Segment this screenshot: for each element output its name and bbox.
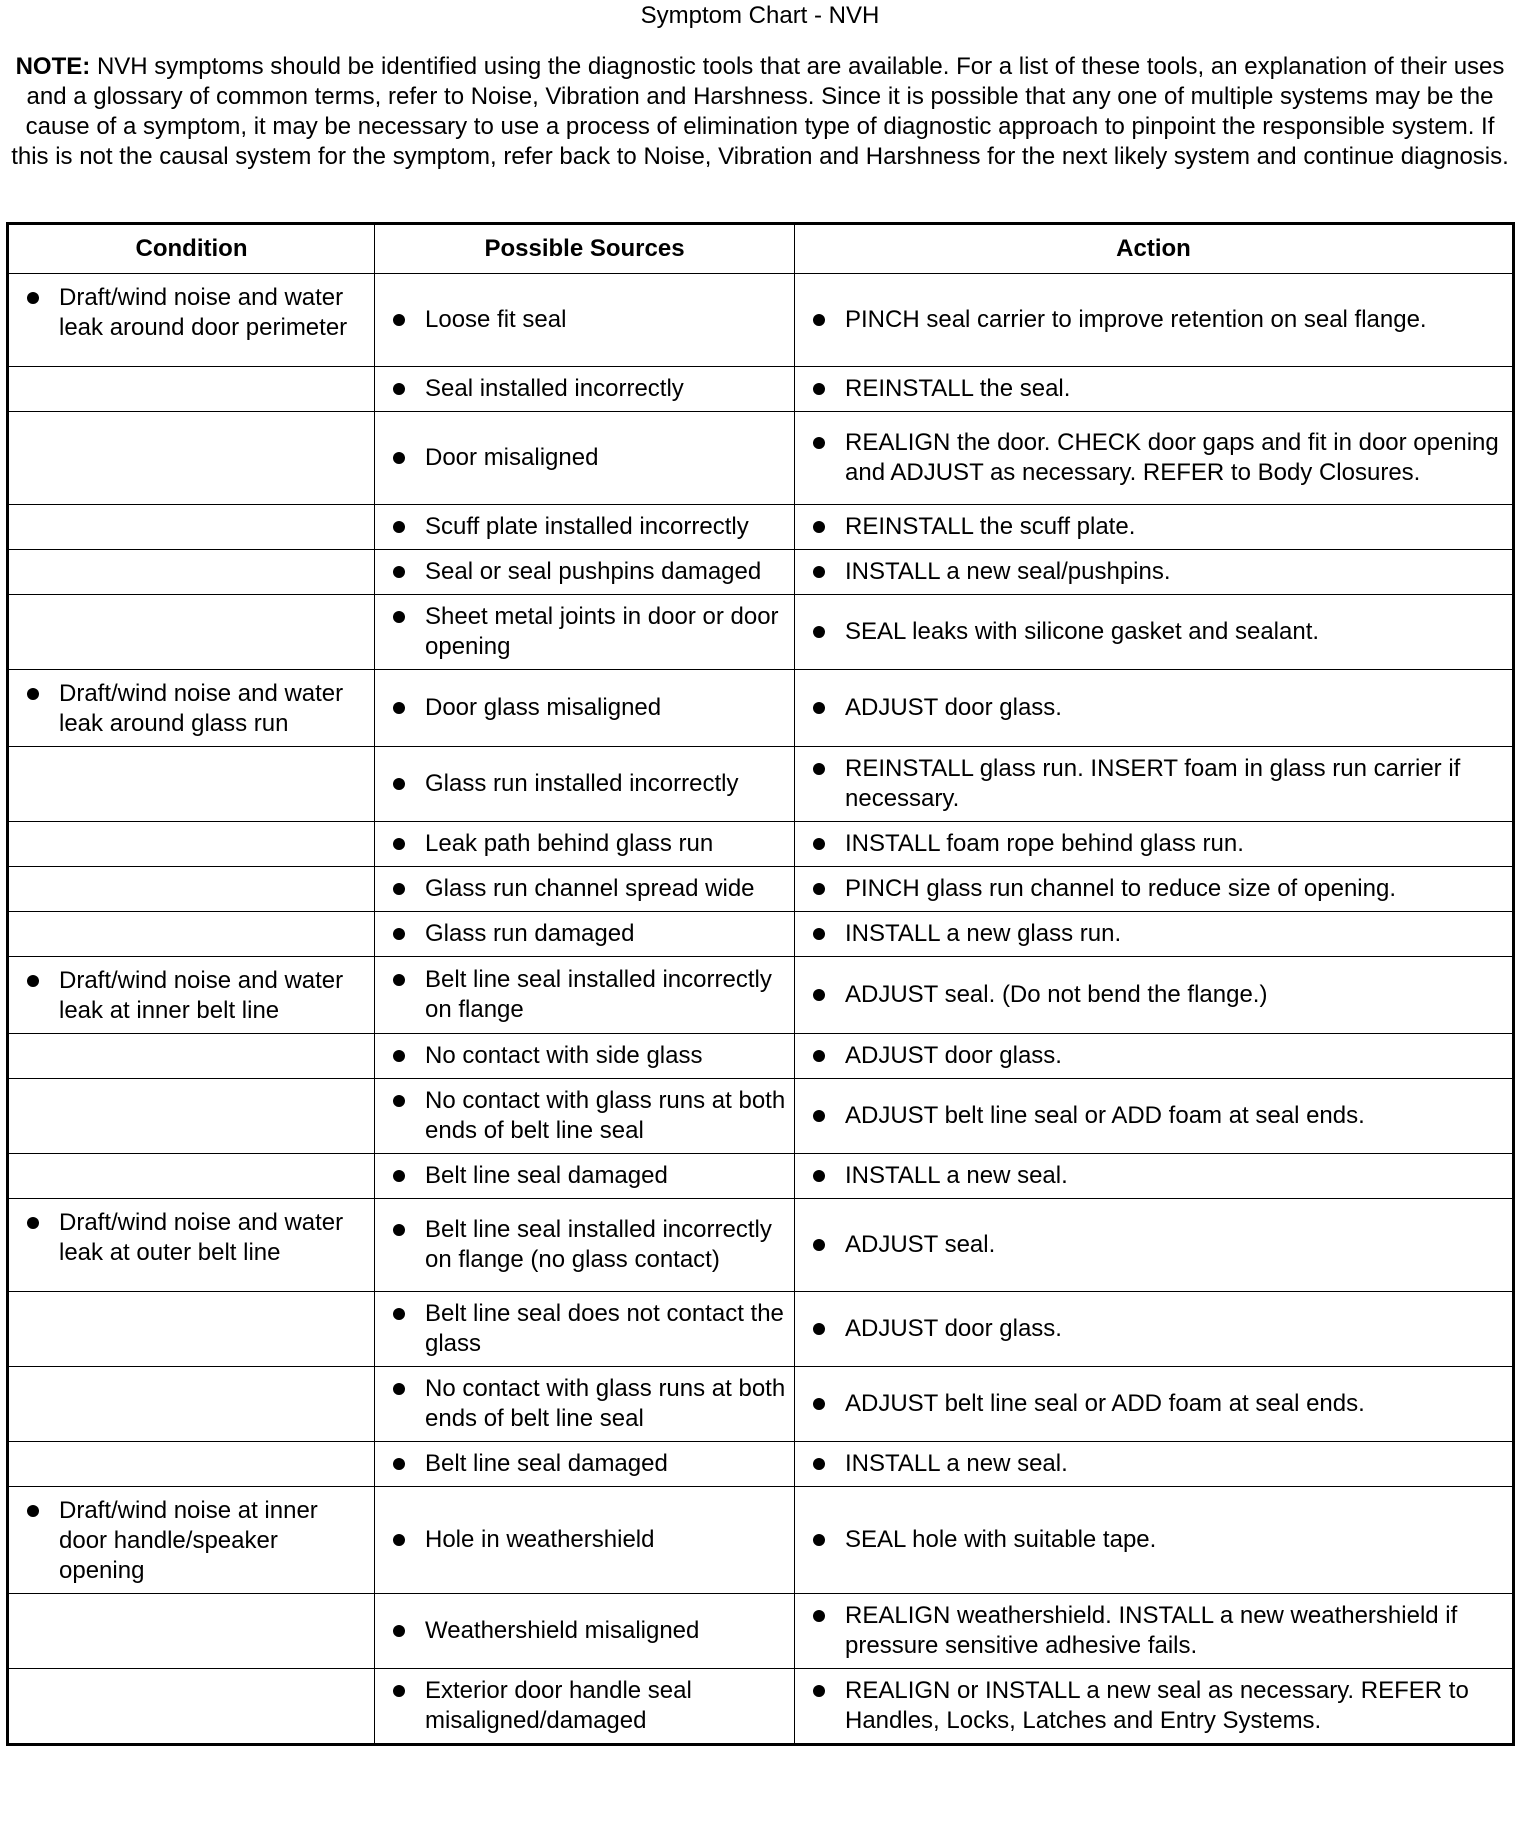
- condition-cell: [8, 1292, 375, 1367]
- source-cell: [375, 822, 795, 867]
- action-cell: [795, 274, 1514, 367]
- bullet-dot-icon: [813, 1458, 825, 1470]
- bullet-dot-icon: [393, 702, 405, 714]
- action-cell-text: REINSTALL the scuff plate.: [845, 513, 1136, 540]
- bullet-item: [803, 305, 1504, 335]
- bullet-dot-icon: [813, 1323, 825, 1335]
- bullet-dot-icon: [393, 838, 405, 850]
- condition-cell: [8, 912, 375, 957]
- bullet-item: [803, 829, 1504, 859]
- bullet-dot-icon: [813, 838, 825, 850]
- action-cell: [795, 867, 1514, 912]
- bullet-dot-icon: [393, 452, 405, 464]
- bullet-item: [383, 1215, 786, 1275]
- table-row: [8, 367, 1514, 412]
- condition-cell: [8, 1594, 375, 1669]
- table-row: [8, 912, 1514, 957]
- bullet-dot-icon: [393, 314, 405, 326]
- source-cell-text: No contact with glass runs at both ends of belt line seal: [425, 1087, 786, 1144]
- table-row: [8, 274, 1514, 367]
- table-row: [8, 957, 1514, 1034]
- bullet-dot-icon: [393, 1685, 405, 1697]
- source-cell: [375, 1034, 795, 1079]
- source-cell-text: Seal installed incorrectly: [425, 375, 684, 402]
- table-row: [8, 1669, 1514, 1745]
- table-body: [8, 274, 1514, 1745]
- bullet-dot-icon: [813, 437, 825, 449]
- condition-cell: [8, 505, 375, 550]
- action-cell: [795, 412, 1514, 505]
- source-cell: [375, 367, 795, 412]
- bullet-item: [803, 754, 1504, 814]
- action-cell: [795, 505, 1514, 550]
- action-cell-text: INSTALL a new glass run.: [845, 920, 1122, 947]
- action-cell: [795, 670, 1514, 747]
- table-header-row: [8, 224, 1514, 274]
- action-cell-text: ADJUST belt line seal or ADD foam at seal ends.: [845, 1390, 1365, 1417]
- action-cell-text: ADJUST seal. (Do not bend the flange.): [845, 981, 1268, 1008]
- header-condition: Condition: [8, 224, 375, 274]
- bullet-item: [383, 305, 786, 335]
- bullet-item: [803, 980, 1504, 1010]
- table-row: [8, 1154, 1514, 1199]
- source-cell-text: Loose fit seal: [425, 306, 567, 333]
- bullet-item: [383, 829, 786, 859]
- table-row: [8, 1292, 1514, 1367]
- action-cell-text: REINSTALL the seal.: [845, 375, 1071, 402]
- condition-cell: [8, 957, 375, 1034]
- bullet-item: [383, 919, 786, 949]
- action-cell: [795, 1292, 1514, 1367]
- bullet-dot-icon: [27, 688, 39, 700]
- source-cell-text: No contact with glass runs at both ends of belt line seal: [425, 1375, 786, 1432]
- action-cell: [795, 550, 1514, 595]
- action-cell: [795, 1367, 1514, 1442]
- table-row: [8, 1367, 1514, 1442]
- bullet-dot-icon: [813, 702, 825, 714]
- source-cell: [375, 505, 795, 550]
- bullet-dot-icon: [813, 928, 825, 940]
- bullet-item: [803, 1525, 1504, 1555]
- source-cell: [375, 1669, 795, 1745]
- bullet-dot-icon: [393, 1170, 405, 1182]
- action-cell-text: PINCH seal carrier to improve retention on seal flange.: [845, 306, 1427, 333]
- source-cell-text: Belt line seal installed incorrectly on flange (no glass contact): [425, 1216, 772, 1273]
- bullet-dot-icon: [393, 383, 405, 395]
- bullet-item: [803, 1601, 1504, 1661]
- bullet-item: [383, 769, 786, 799]
- bullet-item: [383, 602, 786, 662]
- source-cell-text: No contact with side glass: [425, 1042, 703, 1069]
- header-possible-sources: Possible Sources: [375, 224, 795, 274]
- bullet-dot-icon: [813, 383, 825, 395]
- bullet-item: [383, 1299, 786, 1359]
- bullet-dot-icon: [393, 1458, 405, 1470]
- header-action: Action: [795, 224, 1514, 274]
- action-cell-text: ADJUST door glass.: [845, 1042, 1062, 1069]
- action-cell: [795, 1199, 1514, 1292]
- symptom-table: [6, 222, 1515, 1746]
- action-cell: [795, 1594, 1514, 1669]
- condition-cell-text: Draft/wind noise at inner door handle/speaker opening: [59, 1497, 318, 1584]
- source-cell: [375, 550, 795, 595]
- action-cell: [795, 595, 1514, 670]
- action-cell: [795, 1079, 1514, 1154]
- bullet-dot-icon: [813, 1685, 825, 1697]
- table-row: [8, 550, 1514, 595]
- action-cell-text: INSTALL foam rope behind glass run.: [845, 830, 1244, 857]
- condition-cell: [8, 1199, 375, 1292]
- action-cell-text: ADJUST seal.: [845, 1231, 996, 1258]
- note-label: NOTE:: [15, 53, 91, 80]
- action-cell-text: REINSTALL glass run. INSERT foam in glass run carrier if necessary.: [845, 755, 1461, 812]
- bullet-item: [383, 443, 786, 473]
- table-row: [8, 1079, 1514, 1154]
- source-cell-text: Exterior door handle seal misaligned/damaged: [425, 1677, 692, 1734]
- bullet-dot-icon: [27, 1217, 39, 1229]
- table-row: [8, 1199, 1514, 1292]
- bullet-dot-icon: [393, 883, 405, 895]
- bullet-dot-icon: [393, 778, 405, 790]
- bullet-item: [17, 1208, 366, 1268]
- bullet-dot-icon: [393, 1050, 405, 1062]
- source-cell-text: Hole in weathershield: [425, 1526, 655, 1553]
- bullet-item: [803, 1041, 1504, 1071]
- bullet-dot-icon: [393, 928, 405, 940]
- table-row: [8, 1034, 1514, 1079]
- bullet-item: [383, 693, 786, 723]
- bullet-item: [803, 617, 1504, 647]
- bullet-dot-icon: [27, 1505, 39, 1517]
- bullet-dot-icon: [27, 292, 39, 304]
- condition-cell-text: Draft/wind noise and water leak around glass run: [59, 680, 344, 737]
- source-cell: [375, 1442, 795, 1487]
- action-cell: [795, 1154, 1514, 1199]
- bullet-item: [803, 512, 1504, 542]
- bullet-dot-icon: [813, 763, 825, 775]
- source-cell: [375, 1079, 795, 1154]
- bullet-item: [803, 1676, 1504, 1736]
- action-cell: [795, 1487, 1514, 1594]
- condition-cell: [8, 822, 375, 867]
- bullet-dot-icon: [813, 883, 825, 895]
- action-cell-text: ADJUST belt line seal or ADD foam at seal ends.: [845, 1102, 1365, 1129]
- action-cell: [795, 822, 1514, 867]
- bullet-dot-icon: [393, 566, 405, 578]
- condition-cell: [8, 1034, 375, 1079]
- action-cell: [795, 1034, 1514, 1079]
- table-row: [8, 1594, 1514, 1669]
- bullet-dot-icon: [393, 1224, 405, 1236]
- bullet-dot-icon: [813, 1170, 825, 1182]
- bullet-item: [383, 1616, 786, 1646]
- table-row: [8, 412, 1514, 505]
- condition-cell: [8, 1487, 375, 1594]
- bullet-item: [383, 1525, 786, 1555]
- source-cell-text: Door misaligned: [425, 444, 599, 471]
- source-cell: [375, 747, 795, 822]
- bullet-item: [383, 1161, 786, 1191]
- bullet-item: [803, 374, 1504, 404]
- bullet-item: [383, 874, 786, 904]
- bullet-dot-icon: [393, 1625, 405, 1637]
- bullet-dot-icon: [813, 1398, 825, 1410]
- table-row: [8, 505, 1514, 550]
- condition-cell: [8, 1154, 375, 1199]
- source-cell-text: Scuff plate installed incorrectly: [425, 513, 749, 540]
- bullet-item: [383, 557, 786, 587]
- source-cell: [375, 957, 795, 1034]
- condition-cell: [8, 1442, 375, 1487]
- bullet-item: [803, 874, 1504, 904]
- source-cell-text: Weathershield misaligned: [425, 1617, 700, 1644]
- action-cell: [795, 747, 1514, 822]
- bullet-item: [383, 1449, 786, 1479]
- note-paragraph: [8, 52, 1512, 172]
- bullet-item: [17, 679, 366, 739]
- condition-cell: [8, 367, 375, 412]
- source-cell: [375, 595, 795, 670]
- condition-cell: [8, 867, 375, 912]
- table-row: [8, 670, 1514, 747]
- condition-cell: [8, 412, 375, 505]
- table-row: [8, 595, 1514, 670]
- bullet-item: [383, 1676, 786, 1736]
- bullet-item: [803, 919, 1504, 949]
- bullet-dot-icon: [27, 975, 39, 987]
- bullet-dot-icon: [393, 611, 405, 623]
- source-cell: [375, 1199, 795, 1292]
- action-cell-text: INSTALL a new seal/pushpins.: [845, 558, 1171, 585]
- condition-cell: [8, 1367, 375, 1442]
- condition-cell-text: Draft/wind noise and water leak around door perimeter: [59, 284, 348, 341]
- source-cell-text: Door glass misaligned: [425, 694, 662, 721]
- table-row: [8, 822, 1514, 867]
- condition-cell: [8, 1669, 375, 1745]
- source-cell-text: Belt line seal damaged: [425, 1450, 668, 1477]
- source-cell-text: Sheet metal joints in door or door opening: [425, 603, 779, 660]
- action-cell: [795, 367, 1514, 412]
- bullet-item: [17, 283, 366, 343]
- source-cell-text: Belt line seal installed incorrectly on flange: [425, 966, 772, 1023]
- action-cell-text: ADJUST door glass.: [845, 1315, 1062, 1342]
- action-cell: [795, 957, 1514, 1034]
- bullet-dot-icon: [393, 974, 405, 986]
- action-cell-text: INSTALL a new seal.: [845, 1450, 1068, 1477]
- bullet-dot-icon: [813, 1534, 825, 1546]
- action-cell-text: SEAL leaks with silicone gasket and sealant.: [845, 618, 1320, 645]
- bullet-dot-icon: [813, 1050, 825, 1062]
- bullet-item: [803, 428, 1504, 488]
- bullet-dot-icon: [813, 626, 825, 638]
- bullet-dot-icon: [813, 314, 825, 326]
- condition-cell: [8, 1079, 375, 1154]
- bullet-dot-icon: [393, 1534, 405, 1546]
- source-cell-text: Seal or seal pushpins damaged: [425, 558, 762, 585]
- source-cell: [375, 912, 795, 957]
- source-cell: [375, 274, 795, 367]
- bullet-item: [383, 1374, 786, 1434]
- bullet-item: [803, 1230, 1504, 1260]
- source-cell-text: Leak path behind glass run: [425, 830, 714, 857]
- action-cell-text: ADJUST door glass.: [845, 694, 1062, 721]
- condition-cell: [8, 274, 375, 367]
- bullet-item: [383, 1041, 786, 1071]
- action-cell-text: REALIGN weathershield. INSTALL a new weathershield if pressure sensitive adhesive fails.: [845, 1602, 1458, 1659]
- bullet-dot-icon: [813, 1110, 825, 1122]
- action-cell-text: INSTALL a new seal.: [845, 1162, 1068, 1189]
- source-cell-text: Glass run channel spread wide: [425, 875, 755, 902]
- condition-cell: [8, 747, 375, 822]
- action-cell-text: PINCH glass run channel to reduce size of opening.: [845, 875, 1396, 902]
- condition-cell-text: Draft/wind noise and water leak at outer belt line: [59, 1209, 344, 1266]
- bullet-item: [803, 557, 1504, 587]
- source-cell: [375, 1594, 795, 1669]
- condition-cell: [8, 595, 375, 670]
- bullet-item: [383, 965, 786, 1025]
- bullet-item: [803, 1101, 1504, 1131]
- source-cell: [375, 1487, 795, 1594]
- bullet-dot-icon: [393, 1095, 405, 1107]
- bullet-item: [803, 1389, 1504, 1419]
- source-cell-text: Belt line seal does not contact the glass: [425, 1300, 784, 1357]
- source-cell: [375, 1367, 795, 1442]
- bullet-dot-icon: [813, 566, 825, 578]
- bullet-dot-icon: [393, 1308, 405, 1320]
- action-cell: [795, 912, 1514, 957]
- condition-cell: [8, 550, 375, 595]
- bullet-item: [383, 374, 786, 404]
- bullet-dot-icon: [813, 521, 825, 533]
- page-title: Symptom Chart - NVH: [640, 2, 880, 29]
- table-row: [8, 867, 1514, 912]
- action-cell: [795, 1442, 1514, 1487]
- note-text: NVH symptoms should be identified using the diagnostic tools that are available. For a list of these tools, an explanation of their uses and a glossary of common terms, refer to Noise, Vibration and Harshness. Since it is possible that any one of multiple systems may be the cause of a symptom, it may be necessary to use a process of elimination type of diagnostic approach to pinpoint the responsible system. If this is not the causal system for the symptom, refer back to Noise, Vibration and Harshness for the next likely system and continue diagnosis.: [11, 53, 1509, 170]
- table-row: [8, 1442, 1514, 1487]
- bullet-dot-icon: [813, 989, 825, 1001]
- action-cell-text: SEAL hole with suitable tape.: [845, 1526, 1157, 1553]
- bullet-dot-icon: [393, 1383, 405, 1395]
- table-row: [8, 1487, 1514, 1594]
- bullet-item: [803, 1161, 1504, 1191]
- source-cell: [375, 1292, 795, 1367]
- source-cell-text: Glass run installed incorrectly: [425, 770, 739, 797]
- source-cell: [375, 412, 795, 505]
- bullet-item: [383, 1086, 786, 1146]
- bullet-dot-icon: [813, 1239, 825, 1251]
- bullet-dot-icon: [393, 521, 405, 533]
- action-cell-text: REALIGN the door. CHECK door gaps and fit in door opening and ADJUST as necessary. REFER to Body Closures.: [845, 429, 1499, 486]
- source-cell: [375, 670, 795, 747]
- action-cell: [795, 1669, 1514, 1745]
- source-cell-text: Glass run damaged: [425, 920, 635, 947]
- bullet-item: [17, 1496, 366, 1586]
- action-cell-text: REALIGN or INSTALL a new seal as necessary. REFER to Handles, Locks, Latches and Entry Systems.: [845, 1677, 1469, 1734]
- source-cell-text: Belt line seal damaged: [425, 1162, 668, 1189]
- source-cell: [375, 1154, 795, 1199]
- bullet-item: [17, 966, 366, 1026]
- bullet-item: [383, 512, 786, 542]
- bullet-item: [803, 1314, 1504, 1344]
- table-row: [8, 747, 1514, 822]
- bullet-item: [803, 693, 1504, 723]
- condition-cell: [8, 670, 375, 747]
- bullet-item: [803, 1449, 1504, 1479]
- source-cell: [375, 867, 795, 912]
- condition-cell-text: Draft/wind noise and water leak at inner belt line: [59, 967, 344, 1024]
- bullet-dot-icon: [813, 1610, 825, 1622]
